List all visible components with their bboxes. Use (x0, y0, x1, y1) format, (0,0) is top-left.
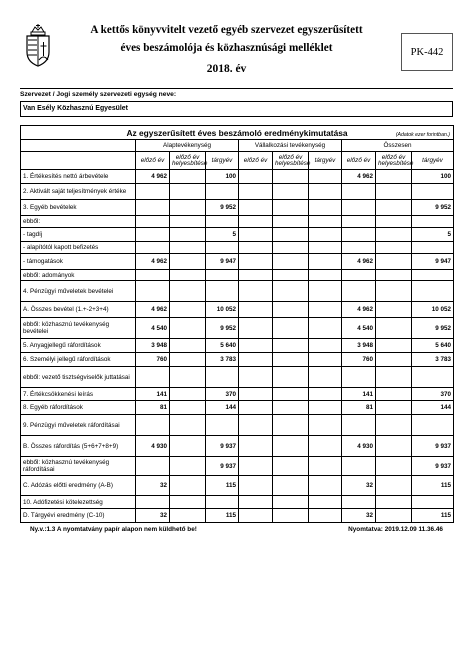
table-row (21, 216, 454, 228)
value-cell (309, 367, 342, 388)
row-label: ebből: (21, 216, 136, 228)
value-cell (136, 216, 170, 228)
col-header: előző év helyesbítése (170, 152, 206, 170)
row-label: 4. Pénzügyi műveletek bevételei (21, 281, 136, 302)
value-cell (136, 242, 170, 254)
table-row (21, 339, 454, 353)
value-cell (206, 496, 239, 509)
value-cell: 32 (342, 476, 376, 496)
value-cell: 4 962 (342, 302, 376, 318)
value-cell (412, 242, 454, 254)
print-timestamp: Nyomtatva: 2019.12.09 11.36.46 (348, 526, 443, 533)
value-cell (170, 476, 206, 496)
value-cell (273, 200, 309, 216)
value-cell (273, 242, 309, 254)
value-cell: 9 937 (206, 457, 239, 476)
value-cell (170, 184, 206, 200)
form-title-line1: A kettős könyvvitelt vezető egyéb szervezet egyszerűsített (90, 24, 363, 36)
row-label: A. Összes bevétel (1.+-2+3+4) (21, 302, 136, 318)
value-cell (376, 476, 412, 496)
col-header: tárgyév (309, 152, 342, 170)
value-cell: 100 (206, 170, 239, 184)
table-row (21, 388, 454, 401)
value-cell (309, 302, 342, 318)
value-cell (376, 496, 412, 509)
value-cell (273, 476, 309, 496)
value-cell (309, 457, 342, 476)
value-cell (309, 353, 342, 367)
value-cell: 370 (412, 388, 454, 401)
header-spacer (21, 152, 136, 170)
row-label: ebből: adományok (21, 270, 136, 281)
form-id-box: PK-442 (401, 33, 453, 71)
value-cell: 3 783 (206, 353, 239, 367)
value-cell: 141 (342, 388, 376, 401)
value-cell: 4 962 (136, 254, 170, 270)
value-cell (239, 436, 273, 457)
footer-note: Ny.v.:1.3 A nyomtatvány papír alapon nem küldhető be! (30, 526, 197, 533)
value-cell (273, 401, 309, 415)
value-cell: 115 (206, 509, 239, 523)
table-row (21, 228, 454, 242)
value-cell (239, 200, 273, 216)
value-cell (309, 509, 342, 523)
table-row (21, 509, 454, 523)
row-label: B. Összes ráfordítás (5+6+7+8+9) (21, 436, 136, 457)
value-cell (376, 353, 412, 367)
value-cell: 9 952 (412, 318, 454, 339)
value-cell (309, 254, 342, 270)
value-cell (376, 200, 412, 216)
table-row (21, 457, 454, 476)
value-cell (309, 281, 342, 302)
value-cell (376, 415, 412, 436)
value-cell (170, 388, 206, 401)
value-cell (239, 184, 273, 200)
value-cell (376, 254, 412, 270)
value-cell (170, 318, 206, 339)
value-cell (170, 302, 206, 318)
col-header: előző év (136, 152, 170, 170)
value-cell (309, 242, 342, 254)
value-cell (206, 242, 239, 254)
org-name-field: Van Esély Közhasznú Egyesület (20, 101, 453, 117)
value-cell (273, 281, 309, 302)
table-row (21, 476, 454, 496)
row-label: - támogatások (21, 254, 136, 270)
value-cell (342, 228, 376, 242)
value-cell: 5 640 (206, 339, 239, 353)
value-cell (273, 254, 309, 270)
unit-note: (Adatok ezer forintban.) (395, 132, 451, 138)
table-row (21, 401, 454, 415)
value-cell (309, 200, 342, 216)
value-cell (170, 281, 206, 302)
value-cell: 4 962 (136, 302, 170, 318)
value-cell: 5 (206, 228, 239, 242)
value-cell (170, 496, 206, 509)
value-cell (273, 436, 309, 457)
value-cell: 370 (206, 388, 239, 401)
value-cell: 115 (206, 476, 239, 496)
row-label: 3. Egyéb bevételek (21, 200, 136, 216)
value-cell: 9 947 (412, 254, 454, 270)
row-label: D. Tárgyévi eredmény (C-10) (21, 509, 136, 523)
table-row (21, 436, 454, 457)
value-cell (273, 318, 309, 339)
value-cell (309, 270, 342, 281)
value-cell: 32 (136, 476, 170, 496)
table-body (21, 170, 454, 523)
value-cell: 3 948 (342, 339, 376, 353)
value-cell: 5 (412, 228, 454, 242)
value-cell (376, 367, 412, 388)
value-cell (239, 170, 273, 184)
value-cell (170, 353, 206, 367)
value-cell (342, 216, 376, 228)
value-cell (342, 184, 376, 200)
col-header: tárgyév (412, 152, 454, 170)
value-cell (273, 302, 309, 318)
value-cell (309, 436, 342, 457)
value-cell (239, 415, 273, 436)
form-year: 2018. év (206, 63, 247, 75)
value-cell: 81 (136, 401, 170, 415)
value-cell (412, 367, 454, 388)
value-cell (342, 367, 376, 388)
value-cell: 144 (412, 401, 454, 415)
value-cell (206, 216, 239, 228)
value-cell (239, 228, 273, 242)
value-cell (376, 457, 412, 476)
value-cell (239, 509, 273, 523)
col-header: előző év (342, 152, 376, 170)
col-header: előző év (239, 152, 273, 170)
value-cell (376, 401, 412, 415)
table-row (21, 200, 454, 216)
value-cell (342, 496, 376, 509)
footer (20, 526, 453, 533)
table-row (21, 415, 454, 436)
value-cell (239, 367, 273, 388)
value-cell: 10 052 (412, 302, 454, 318)
value-cell: 115 (412, 509, 454, 523)
value-cell (136, 200, 170, 216)
value-cell (412, 496, 454, 509)
value-cell (206, 367, 239, 388)
table-row (21, 254, 454, 270)
value-cell (206, 270, 239, 281)
value-cell (239, 242, 273, 254)
value-cell (170, 509, 206, 523)
value-cell (376, 270, 412, 281)
value-cell (239, 353, 273, 367)
value-cell (412, 270, 454, 281)
table-row (21, 318, 454, 339)
value-cell (170, 200, 206, 216)
value-cell (273, 457, 309, 476)
value-cell (273, 388, 309, 401)
value-cell (170, 216, 206, 228)
row-label: ebből: közhasznú tevékenység ráfordításai (21, 457, 136, 476)
value-cell (273, 353, 309, 367)
form-header (20, 18, 453, 76)
row-label: 6. Személyi jellegű ráfordítások (21, 353, 136, 367)
row-label: ebből: vezető tisztségviselők juttatásai (21, 367, 136, 388)
value-cell: 81 (342, 401, 376, 415)
value-cell: 4 540 (136, 318, 170, 339)
table-title (21, 126, 454, 140)
table-row (21, 496, 454, 509)
value-cell (239, 270, 273, 281)
value-cell (170, 270, 206, 281)
value-cell (136, 367, 170, 388)
value-cell (170, 254, 206, 270)
subheader-row (21, 152, 454, 170)
value-cell: 4 930 (136, 436, 170, 457)
value-cell (239, 254, 273, 270)
value-cell (309, 170, 342, 184)
value-cell (206, 281, 239, 302)
value-cell (136, 415, 170, 436)
value-cell (309, 401, 342, 415)
value-cell (309, 496, 342, 509)
value-cell: 9 937 (412, 436, 454, 457)
value-cell (273, 496, 309, 509)
value-cell (170, 228, 206, 242)
value-cell (376, 436, 412, 457)
value-cell (376, 228, 412, 242)
group-header: Összesen (342, 140, 454, 152)
value-cell (273, 367, 309, 388)
table-row (21, 170, 454, 184)
col-header: tárgyév (206, 152, 239, 170)
header-spacer (21, 140, 136, 152)
value-cell (376, 339, 412, 353)
value-cell: 760 (136, 353, 170, 367)
row-label: 1. Értékesítés nettó árbevétele (21, 170, 136, 184)
value-cell (376, 509, 412, 523)
value-cell: 4 540 (342, 318, 376, 339)
value-cell (342, 415, 376, 436)
table-row (21, 367, 454, 388)
value-cell: 4 962 (136, 170, 170, 184)
value-cell (239, 457, 273, 476)
report-page (20, 18, 453, 533)
value-cell: 9 952 (206, 318, 239, 339)
value-cell (273, 509, 309, 523)
value-cell: 10 052 (206, 302, 239, 318)
value-cell (206, 184, 239, 200)
value-cell (309, 388, 342, 401)
value-cell (170, 401, 206, 415)
value-cell (239, 302, 273, 318)
value-cell (136, 228, 170, 242)
value-cell (342, 270, 376, 281)
value-cell (342, 200, 376, 216)
value-cell (273, 184, 309, 200)
value-cell: 32 (342, 509, 376, 523)
row-label: 10. Adófizetési kötelezettség (21, 496, 136, 509)
value-cell: 9 937 (206, 436, 239, 457)
row-label: 7. Értékcsökkenési leírás (21, 388, 136, 401)
table-row (21, 353, 454, 367)
value-cell: 144 (206, 401, 239, 415)
value-cell (376, 302, 412, 318)
value-cell (239, 401, 273, 415)
value-cell (273, 415, 309, 436)
value-cell (136, 457, 170, 476)
form-title-block (52, 18, 401, 75)
table-row (21, 184, 454, 200)
value-cell (309, 415, 342, 436)
value-cell (376, 242, 412, 254)
value-cell (170, 242, 206, 254)
row-label: C. Adózás előtti eredmény (A-B) (21, 476, 136, 496)
value-cell (309, 476, 342, 496)
value-cell (412, 184, 454, 200)
coat-of-arms-icon (24, 24, 52, 68)
value-cell (342, 457, 376, 476)
group-header: Alaptevékenység (136, 140, 239, 152)
value-cell (412, 216, 454, 228)
value-cell (170, 339, 206, 353)
col-header: előző év helyesbítése (273, 152, 309, 170)
value-cell (376, 184, 412, 200)
value-cell (342, 242, 376, 254)
value-cell (239, 476, 273, 496)
value-cell (170, 415, 206, 436)
value-cell (170, 457, 206, 476)
row-label: 9. Pénzügyi műveletek ráfordításai (21, 415, 136, 436)
value-cell (309, 184, 342, 200)
table-row (21, 270, 454, 281)
value-cell (239, 496, 273, 509)
value-cell: 115 (412, 476, 454, 496)
value-cell (273, 228, 309, 242)
value-cell: 9 952 (206, 200, 239, 216)
value-cell (376, 170, 412, 184)
value-cell (342, 281, 376, 302)
value-cell (239, 318, 273, 339)
value-cell (170, 367, 206, 388)
value-cell (239, 216, 273, 228)
value-cell: 32 (136, 509, 170, 523)
value-cell (136, 270, 170, 281)
value-cell (273, 170, 309, 184)
value-cell (273, 339, 309, 353)
value-cell (239, 339, 273, 353)
value-cell (376, 318, 412, 339)
value-cell (273, 216, 309, 228)
value-cell (376, 216, 412, 228)
value-cell: 9 937 (412, 457, 454, 476)
row-label: - tagdíj (21, 228, 136, 242)
value-cell (136, 184, 170, 200)
value-cell (412, 415, 454, 436)
group-header: Vállalkozási tevékenység (239, 140, 342, 152)
value-cell: 3 783 (412, 353, 454, 367)
value-cell (170, 436, 206, 457)
value-cell: 141 (136, 388, 170, 401)
value-cell (376, 281, 412, 302)
group-header-row (21, 140, 454, 152)
value-cell (309, 228, 342, 242)
row-label: ebből: közhasznú tevékenység bevételei (21, 318, 136, 339)
col-header: előző év helyesbítése (376, 152, 412, 170)
value-cell (309, 216, 342, 228)
value-cell: 3 948 (136, 339, 170, 353)
row-label: - alapítótól kapott befizetés (21, 242, 136, 254)
value-cell: 4 962 (342, 170, 376, 184)
table-row (21, 281, 454, 302)
row-label: 8. Egyéb ráfordítások (21, 401, 136, 415)
value-cell (239, 388, 273, 401)
income-statement-table (20, 125, 454, 523)
value-cell: 9 947 (206, 254, 239, 270)
value-cell: 4 962 (342, 254, 376, 270)
value-cell (239, 281, 273, 302)
value-cell (136, 496, 170, 509)
value-cell (206, 415, 239, 436)
value-cell: 9 952 (412, 200, 454, 216)
table-row (21, 302, 454, 318)
value-cell (136, 281, 170, 302)
row-label: 2. Aktivált saját teljesítmények értéke (21, 184, 136, 200)
form-title-line2: éves beszámolója és közhasznúsági melléklet (120, 42, 333, 54)
value-cell (376, 388, 412, 401)
value-cell (170, 170, 206, 184)
value-cell: 5 640 (412, 339, 454, 353)
value-cell: 760 (342, 353, 376, 367)
table-title-text: Az egyszerűsített éves beszámoló eredménykimutatása (126, 127, 348, 138)
value-cell (273, 270, 309, 281)
table-row (21, 242, 454, 254)
value-cell: 100 (412, 170, 454, 184)
org-label: Szervezet / Jogi személy szervezeti egység neve: (20, 88, 453, 98)
value-cell (412, 281, 454, 302)
value-cell: 4 930 (342, 436, 376, 457)
row-label: 5. Anyagjellegű ráfordítások (21, 339, 136, 353)
value-cell (309, 318, 342, 339)
value-cell (309, 339, 342, 353)
